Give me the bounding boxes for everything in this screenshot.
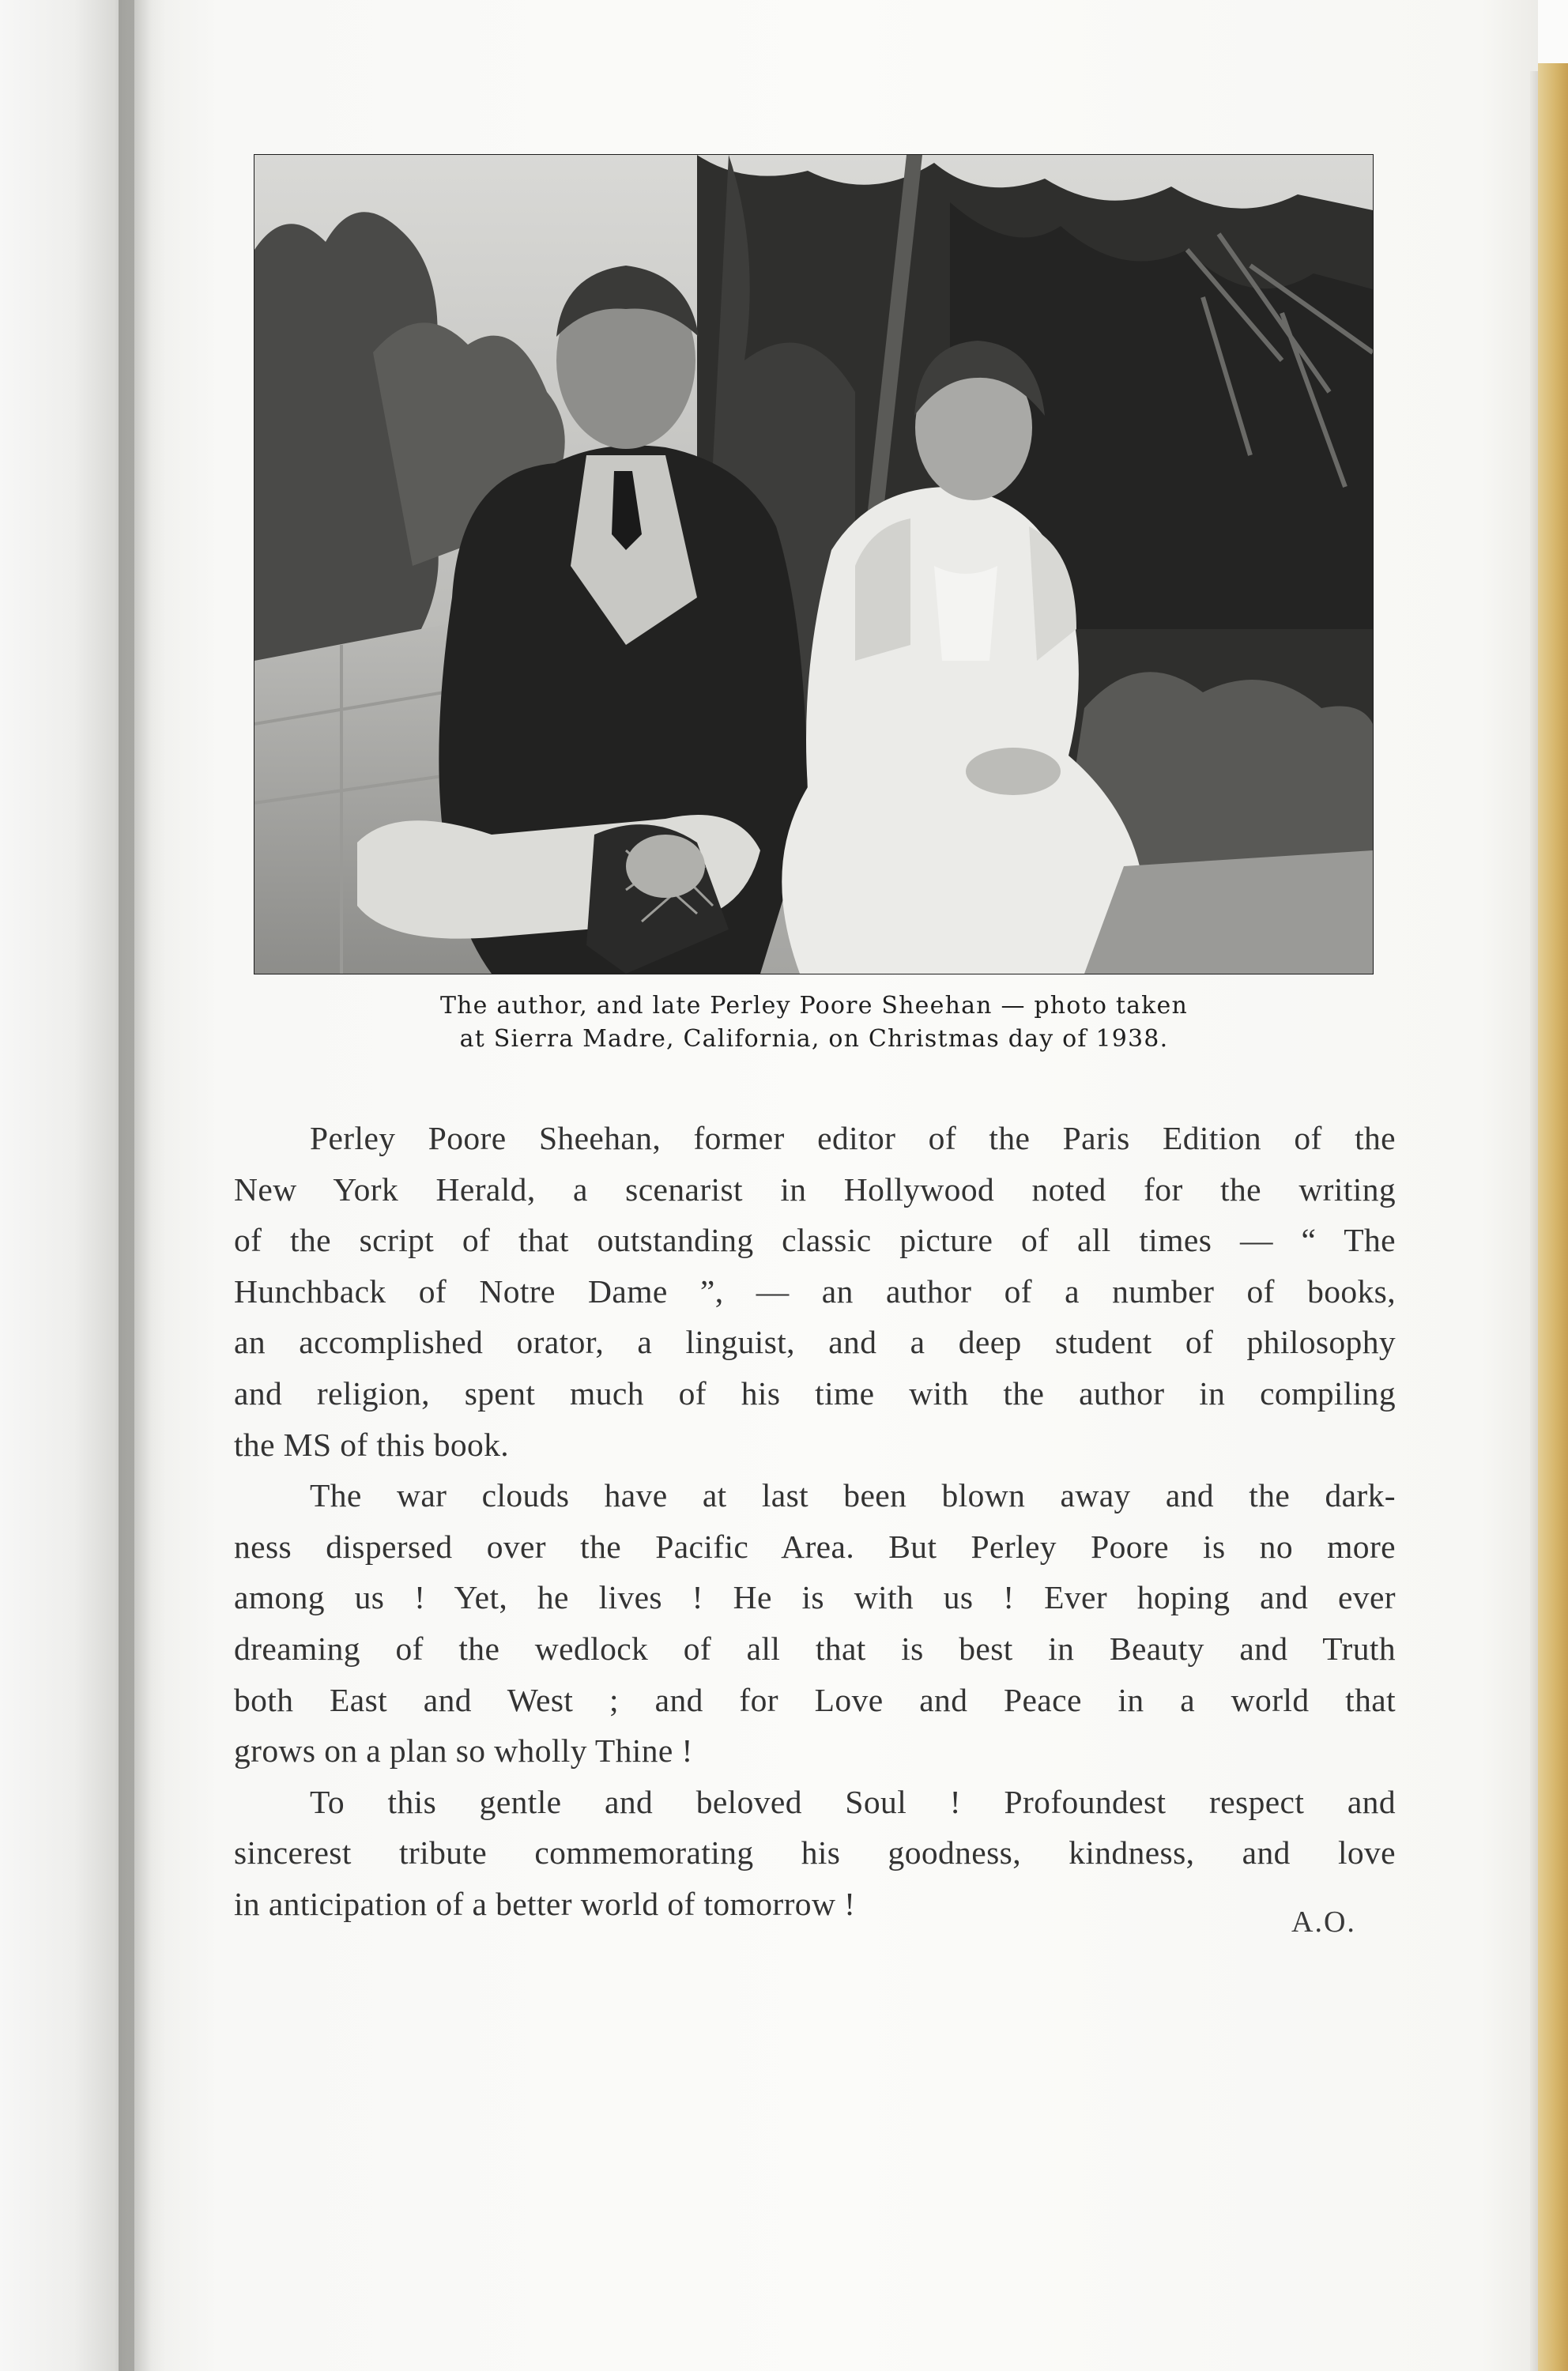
- text-line: among us ! Yet, he lives ! He is with us ! Ever hoping and ever: [234, 1579, 1396, 1616]
- text-line: Perley Poore Sheehan, former editor of the Paris Edition of the: [310, 1120, 1396, 1156]
- book-cover-edge: [1538, 63, 1568, 2371]
- text-line: in anticipation of a better world of tomorrow !: [234, 1885, 856, 1922]
- text-line: ness dispersed over the Pacific Area. But Perley Poore is no more: [234, 1528, 1396, 1565]
- author-initials: A.O.: [1291, 1905, 1356, 1939]
- text-line: and religion, spent much of his time with the author in compiling: [234, 1374, 1396, 1412]
- text-line: an accomplished orator, a linguist, and a deep student of philosophy: [234, 1324, 1396, 1361]
- text-line: grows on a plan so wholly Thine !: [234, 1732, 693, 1770]
- text-line: the MS of this book.: [234, 1426, 510, 1463]
- page-edge: [1530, 71, 1538, 2371]
- body-text: [234, 1113, 1396, 1930]
- text-line: sincerest tribute commemorating his goodness, kindness, and love: [234, 1834, 1396, 1872]
- caption-line: at Sierra Madre, California, on Christmas day of 1938.: [459, 1025, 1169, 1053]
- text-line: dreaming of the wedlock of all that is best in Beauty and Truth: [234, 1630, 1396, 1667]
- text-line: The war clouds have at last been blown away and the dark-: [310, 1477, 1396, 1514]
- facing-page-edge: [0, 0, 134, 2371]
- text-line: of the script of that outstanding classic picture of all times — “ The: [234, 1222, 1396, 1259]
- text-line: To this gentle and beloved Soul ! Profoundest respect and: [310, 1783, 1396, 1820]
- text-line: both East and West ; and for Love and Peace in a world that: [234, 1681, 1396, 1718]
- photograph: [254, 155, 1373, 974]
- photo-caption: [300, 989, 1328, 1056]
- text-line: Hunchback of Notre Dame ”, — an author of a number of books,: [234, 1272, 1396, 1310]
- text-line: New York Herald, a scenarist in Hollywood noted for the writing: [234, 1170, 1396, 1208]
- photograph-image: [254, 155, 1373, 974]
- caption-line: The author, and late Perley Poore Sheehan — photo taken: [439, 992, 1189, 1020]
- gutter-shadow: [119, 0, 166, 2371]
